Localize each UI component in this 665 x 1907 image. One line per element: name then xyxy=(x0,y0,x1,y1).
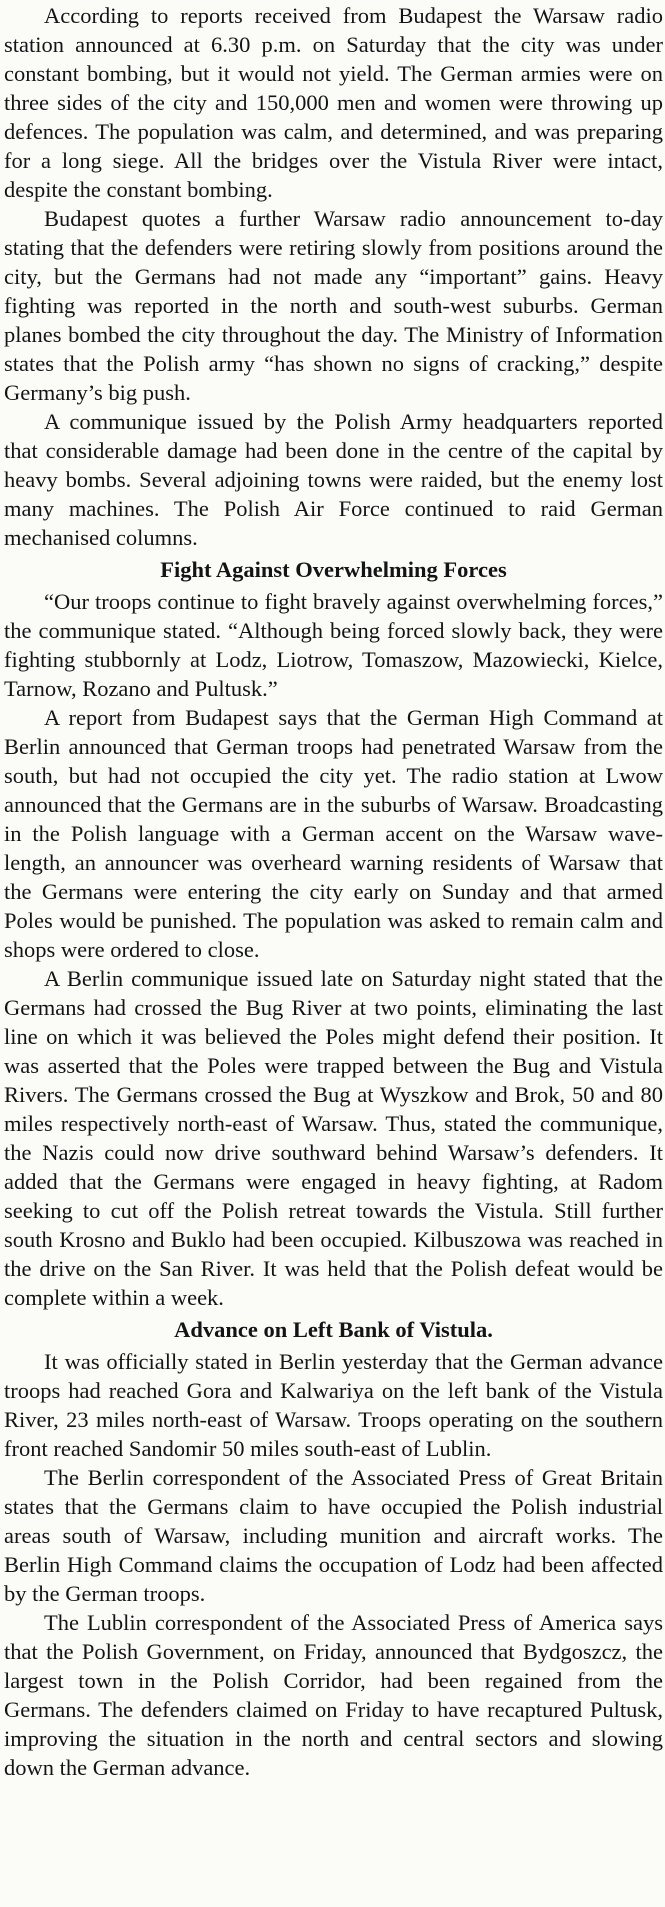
paragraph-troops-fighting: “Our troops continue to fight bravely against overwhelming forces,” the communique stated. “Although being forced slowly back, they were fighting stubbornly at Lodz, Liotrow, Tomaszow, Mazowiecki, Kielce, Tarnow, Rozano and Pultusk.” xyxy=(4,589,663,701)
paragraph-polish-communique: A communique issued by the Polish Army headquarters reported that considerable damage had been done in the centre of the capital by heavy bombs. Several adjoining towns were raided, but the enemy lost many machines. The Polish Air Force continued to raid German mechanised columns. xyxy=(4,409,663,550)
paragraph-budapest-radio: According to reports received from Budapest the Warsaw radio station announced at 6.30 p.m. on Saturday that the city was under constant bombing, but it would not yield. The German armies were on three sides of the city and 150,000 men and women were throwing up defences. The population was calm, and determined, and was preparing for a long siege. All the bridges over the Vistula River were intact, despite the constant bombing. xyxy=(4,3,663,202)
paragraph-penetrated-warsaw: A report from Budapest says that the German High Command at Berlin announced that German troops had penetrated Warsaw from the south, but had not occupied the city yet. The radio station at Lwow announced that the Germans are in the suburbs of Warsaw. Broadcasting in the Polish language with a German accent on the Warsaw wave-length, an announcer was overheard warning residents of Warsaw that the Germans were entering the city early on Sunday and that armed Poles would be punished. The population was asked to remain calm and shops were ordered to close. xyxy=(4,705,663,962)
paragraph-gora-kalwariya: It was officially stated in Berlin yesterday that the German advance troops had reached Gora and Kalwariya on the left bank of the Vistula River, 23 miles north-east of Warsaw. Troops operating on the southern front reached Sandomir 50 miles south-east of Lublin. xyxy=(4,1349,663,1461)
heading-left-bank: Advance on Left Bank of Vistula. xyxy=(174,1317,493,1342)
heading-overwhelming-forces: Fight Against Overwhelming Forces xyxy=(160,557,507,582)
paragraph-defenders-retiring: Budapest quotes a further Warsaw radio announcement to-day stating that the defenders were retiring slowly from positions around the city, but the Germans had not made any “important” gains. Heavy fighting was reported in the north and south-west suburbs. German planes bombed the city throughout the day. The Ministry of Information states that the Polish army “has shown no signs of cracking,” despite Germany’s big push. xyxy=(4,206,663,405)
paragraph-industrial-areas: The Berlin correspondent of the Associated Press of Great Britain states that the Germans claim to have occupied the Polish industrial areas south of Warsaw, including munition and aircraft works. The Berlin High Command claims the occupation of Lodz had been affected by the German troops. xyxy=(4,1465,663,1606)
paragraph-bug-river: A Berlin communique issued late on Saturday night stated that the Germans had crossed the Bug River at two points, eliminating the last line on which it was believed the Poles might defend their position. It was asserted that the Poles were trapped between the Bug and Vistula Rivers. The Germans crossed the Bug at Wyszkow and Brok, 50 and 80 miles respectively north-east of Warsaw. Thus, stated the communique, the Nazis could now drive southward behind Warsaw’s defenders. It added that the Germans were engaged in heavy fighting, at Radom seeking to cut off the Polish retreat towards the Vistula. Still further south Krosno and Buklo had been occupied. Kilbuszowa was reached in the drive on the San River. It was held that the Polish defeat would be complete within a week. xyxy=(4,966,663,1310)
newspaper-column xyxy=(0,1,665,1907)
paragraph-bydgoszcz: The Lublin correspondent of the Associated Press of America says that the Polish Government, on Friday, announced that Bydgoszcz, the largest town in the Polish Corridor, had been regained from the Germans. The defenders claimed on Friday to have recaptured Pultusk, improving the situation in the north and central sectors and slowing down the German advance. xyxy=(4,1610,663,1780)
